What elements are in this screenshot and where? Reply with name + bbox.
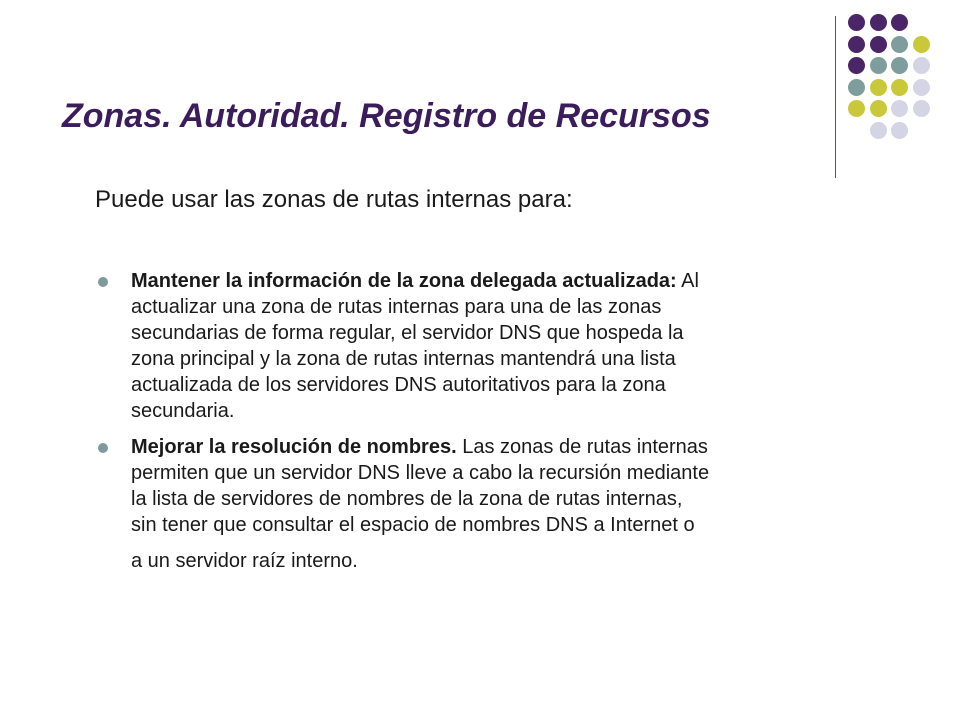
bullet-line: la lista de servidores de nombres de la zona de rutas internas, <box>131 488 683 510</box>
decorative-dot-icon <box>870 57 887 74</box>
decorative-dot-icon <box>848 100 865 117</box>
decorative-dot-icon <box>891 122 908 139</box>
bullet-line-text: Las zonas de rutas internas <box>456 436 708 458</box>
bullet-line: actualizada de los servidores DNS autoritativos para la zona <box>131 374 666 396</box>
bullet-line: sin tener que consultar el espacio de nombres DNS a Internet o <box>131 514 695 536</box>
decorative-vertical-line <box>835 16 836 178</box>
decorative-dot-icon <box>913 100 930 117</box>
bullet-line: zona principal y la zona de rutas internas mantendrá una lista <box>131 348 676 370</box>
decorative-dot-icon <box>848 14 865 31</box>
decorative-dot-icon <box>891 36 908 53</box>
decorative-dot-icon <box>870 14 887 31</box>
slide-title: Zonas. Autoridad. Registro de Recursos <box>62 97 711 135</box>
decorative-dot-icon <box>870 100 887 117</box>
bullet-line-text: Al <box>676 270 699 292</box>
decorative-dot-icon <box>848 79 865 96</box>
decorative-dot-icon <box>848 36 865 53</box>
bullet-item-delegated-zone <box>98 268 918 424</box>
bullet-line: actualizar una zona de rutas internas para una de las zonas <box>131 296 662 318</box>
decorative-dot-icon <box>848 57 865 74</box>
decorative-dot-icon <box>913 79 930 96</box>
decorative-dot-icon <box>913 57 930 74</box>
bullet-line: a un servidor raíz interno. <box>131 550 358 572</box>
bullet-line: secundaria. <box>131 400 235 422</box>
bullet-lead: Mantener la información de la zona delegada actualizada: <box>131 270 677 292</box>
decorative-dot-icon <box>913 36 930 53</box>
decorative-dot-icon <box>891 14 908 31</box>
bullet-text <box>131 434 918 574</box>
bullet-dot-icon <box>98 277 108 287</box>
decorative-dot-icon <box>870 79 887 96</box>
bullet-line: secundarias de forma regular, el servidor DNS que hospeda la <box>131 322 684 344</box>
decorative-dot-icon <box>891 79 908 96</box>
bullet-list <box>98 268 918 584</box>
bullet-line <box>131 434 918 460</box>
bullet-item-name-resolution <box>98 434 918 574</box>
decorative-dot-icon <box>870 36 887 53</box>
intro-text: Puede usar las zonas de rutas internas para: <box>95 186 573 213</box>
bullet-line: permiten que un servidor DNS lleve a cabo la recursión mediante <box>131 462 710 484</box>
decorative-dot-icon <box>891 100 908 117</box>
decorative-dot-icon <box>891 57 908 74</box>
bullet-lead: Mejorar la resolución de nombres. <box>131 436 457 458</box>
decorative-dot-icon <box>870 122 887 139</box>
bullet-dot-icon <box>98 443 108 453</box>
bullet-line <box>131 268 918 294</box>
bullet-text <box>131 268 918 424</box>
